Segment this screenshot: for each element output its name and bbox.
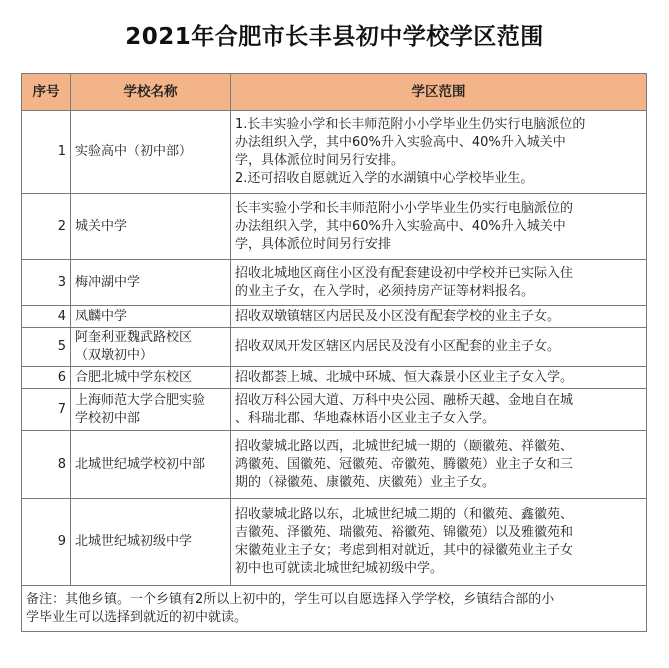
zone-description: 招收蒙城北路以东，北城世纪城二期的（和徽苑、鑫徽苑、 吉徽苑、泽徽苑、瑞徽苑、裕徽苑、锦徽苑）以及雅徽苑和 宋徽苑业主子女；考虑到相对就近，其中的禄徽苑业主子女 初中也可就读北城世纪城初级中学。 <box>231 499 647 586</box>
zone-description: 招收蒙城北路以西，北城世纪城一期的（颐徽苑、祥徽苑、 鸿徽苑、国徽苑、冠徽苑、帝徽苑、腾徽苑）业主子女和三 期的（禄徽苑、康徽苑、庆徽苑）业主子女。 <box>231 431 647 499</box>
school-name: 北城世纪城初级中学 <box>71 499 231 586</box>
school-name: 北城世纪城学校初中部 <box>71 431 231 499</box>
row-index: 5 <box>22 328 71 367</box>
school-name: 合肥北城中学东校区 <box>71 367 231 389</box>
row-index: 9 <box>22 499 71 586</box>
school-district-table <box>21 73 647 632</box>
school-name: 实验高中（初中部） <box>71 111 231 194</box>
table-row <box>22 111 647 194</box>
school-name: 梅冲湖中学 <box>71 260 231 306</box>
table-row <box>22 499 647 586</box>
row-index: 3 <box>22 260 71 306</box>
row-index: 7 <box>22 389 71 431</box>
row-index: 1 <box>22 111 71 194</box>
table-row <box>22 367 647 389</box>
school-name: 上海师范大学合肥实验 学校初中部 <box>71 389 231 431</box>
header-index: 序号 <box>22 74 71 111</box>
header-zone: 学区范围 <box>231 74 647 111</box>
note-row <box>22 586 647 632</box>
zone-description: 招收双墩镇辖区内居民及小区没有配套学校的业主子女。 <box>231 306 647 328</box>
zone-description: 招收北城地区商住小区没有配套建设初中学校并已实际入住 的业主子女，在入学时，必须持房产证等材料报名。 <box>231 260 647 306</box>
table-row <box>22 260 647 306</box>
row-index: 6 <box>22 367 71 389</box>
zone-description: 招收都荟上城、北城中环城、恒大森景小区业主子女入学。 <box>231 367 647 389</box>
footnote: 备注：其他乡镇。一个乡镇有2所以上初中的，学生可以自愿选择入学学校，乡镇结合部的小 学毕业生可以选择到就近的初中就读。 <box>22 586 647 632</box>
school-name: 城关中学 <box>71 194 231 260</box>
row-index: 4 <box>22 306 71 328</box>
school-name: 凤麟中学 <box>71 306 231 328</box>
header-school: 学校名称 <box>71 74 231 111</box>
page-title: 2021年合肥市长丰县初中学校学区范围 <box>125 24 544 50</box>
zone-description: 招收万科公园大道、万科中央公园、融桥天越、金地自在城 、科瑞北郡、华地森林语小区业主子女入学。 <box>231 389 647 431</box>
table-row <box>22 194 647 260</box>
school-name: 阿奎利亚魏武路校区 （双墩初中） <box>71 328 231 367</box>
row-index: 8 <box>22 431 71 499</box>
table-row <box>22 306 647 328</box>
table-row <box>22 389 647 431</box>
table-row <box>22 431 647 499</box>
zone-description: 长丰实验小学和长丰师范附小小学毕业生仍实行电脑派位的 办法组织入学，其中60%升入实验高中、40%升入城关中 学，具体派位时间另行安排 <box>231 194 647 260</box>
zone-description: 招收双凤开发区辖区内居民及没有小区配套的业主子女。 <box>231 328 647 367</box>
table-row <box>22 328 647 367</box>
zone-description: 1.长丰实验小学和长丰师范附小小学毕业生仍实行电脑派位的 办法组织入学，其中60%升入实验高中、40%升入城关中 学，具体派位时间另行安排。 2.还可招收自愿就近入学的水湖镇中心学校毕业生。 <box>231 111 647 194</box>
header-row <box>22 74 647 111</box>
row-index: 2 <box>22 194 71 260</box>
